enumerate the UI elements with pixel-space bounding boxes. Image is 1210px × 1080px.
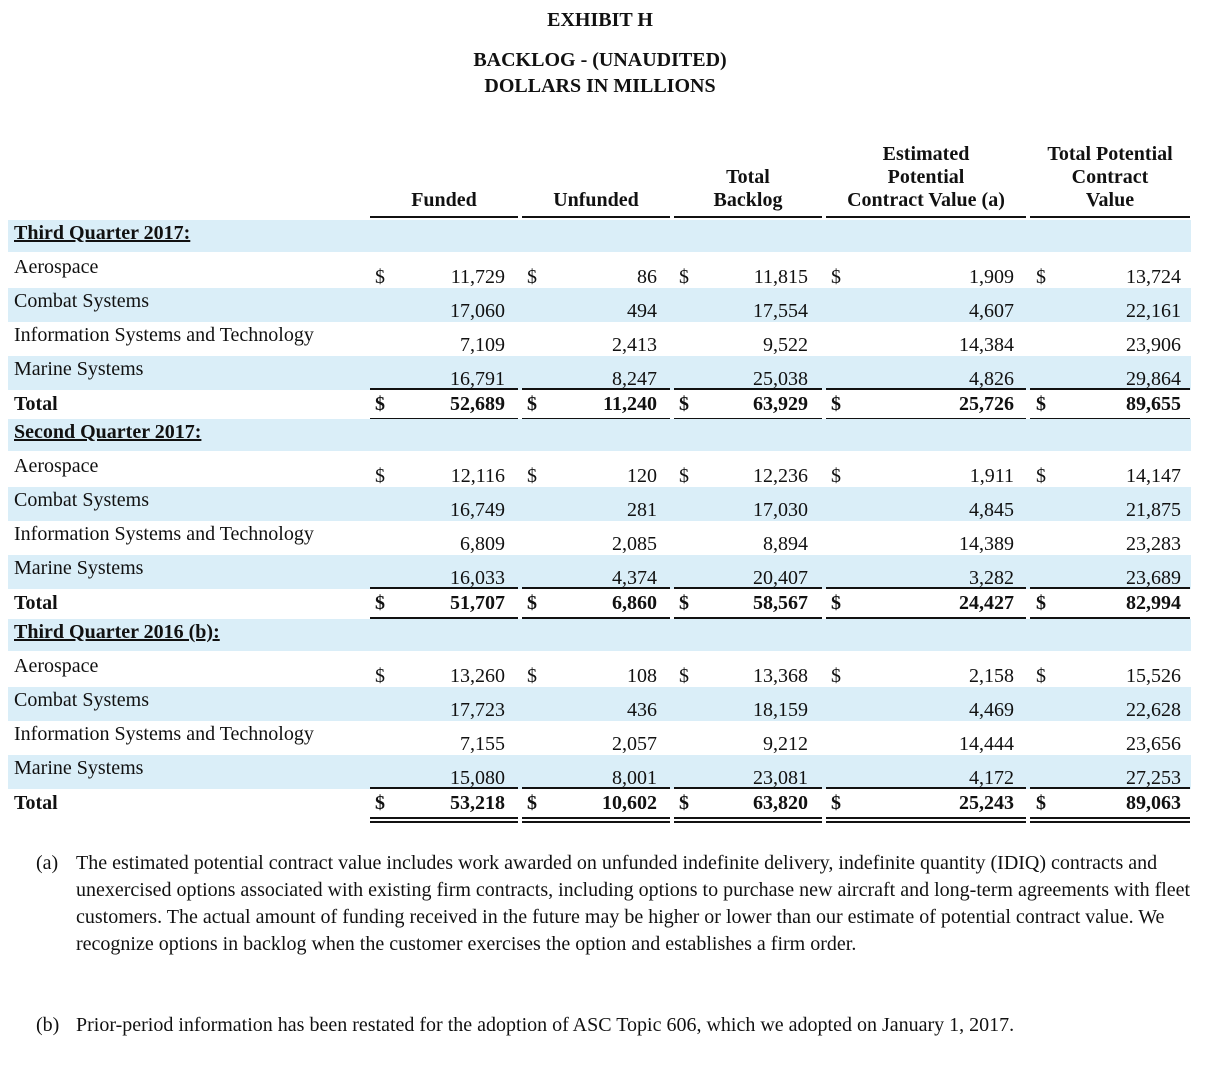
column-header-funded xyxy=(370,189,518,212)
table-row-value-unfunded: 8,247 xyxy=(612,368,657,390)
table-row-value-estimated: 1,911 xyxy=(969,465,1014,487)
total-double-rule xyxy=(674,817,822,819)
table-row-label: Combat Systems xyxy=(14,489,150,511)
currency-symbol: $ xyxy=(1036,266,1046,288)
total-double-rule xyxy=(522,821,670,823)
table-row-value-funded: 17,060 xyxy=(450,300,505,322)
currency-symbol: $ xyxy=(1036,592,1046,614)
total-rule xyxy=(674,787,822,789)
table-row-value-estimated: 4,469 xyxy=(969,699,1014,721)
page-title: BACKLOG - (UNAUDITED) xyxy=(473,49,727,71)
table-row-value-unfunded: 2,057 xyxy=(612,733,657,755)
total-rule xyxy=(522,587,670,589)
currency-symbol: $ xyxy=(679,465,689,487)
total-rule xyxy=(1030,388,1190,390)
table-row-value-total-potential: 23,689 xyxy=(1126,567,1181,589)
total-double-rule xyxy=(674,821,822,823)
total-double-rule xyxy=(370,821,518,823)
total-rule xyxy=(826,388,1026,390)
currency-symbol: $ xyxy=(527,266,537,288)
footnote-marker: (a) xyxy=(36,852,59,874)
table-row-value-funded: 7,109 xyxy=(460,334,505,356)
total-rule xyxy=(1030,587,1190,589)
footnote-marker: (b) xyxy=(36,1014,60,1036)
column-header-total-potential xyxy=(1030,143,1190,212)
column-header-underline xyxy=(1030,216,1190,218)
table-row-value-total-backlog: 20,407 xyxy=(753,567,808,589)
currency-symbol: $ xyxy=(1036,792,1046,814)
total-row-value-total-backlog: 63,929 xyxy=(753,393,808,415)
table-row-value-total-potential: 22,161 xyxy=(1126,300,1181,322)
currency-symbol: $ xyxy=(831,792,841,814)
currency-symbol: $ xyxy=(527,665,537,687)
table-row-value-total-backlog: 18,159 xyxy=(753,699,808,721)
column-header-total-backlog xyxy=(674,166,822,212)
currency-symbol: $ xyxy=(679,665,689,687)
total-rule xyxy=(522,787,670,789)
total-double-rule xyxy=(826,817,1026,819)
table-row-value-total-backlog: 9,212 xyxy=(763,733,808,755)
column-header-line: Contract xyxy=(1071,166,1149,188)
column-header-underline xyxy=(522,216,670,218)
table-row-value-unfunded: 436 xyxy=(627,699,657,721)
currency-symbol: $ xyxy=(679,393,689,415)
section-title: Second Quarter 2017: xyxy=(14,421,202,443)
total-row-value-estimated: 25,243 xyxy=(959,792,1014,814)
table-row-label: Combat Systems xyxy=(14,290,150,312)
total-row-value-funded: 51,707 xyxy=(450,592,505,614)
column-header-unfunded xyxy=(522,189,670,212)
table-row-value-funded: 16,791 xyxy=(450,368,505,390)
table-row-value-funded: 16,033 xyxy=(450,567,505,589)
currency-symbol: $ xyxy=(679,592,689,614)
currency-symbol: $ xyxy=(1036,393,1046,415)
table-row-value-funded: 13,260 xyxy=(450,665,505,687)
total-row-value-unfunded: 11,240 xyxy=(603,393,657,415)
currency-symbol: $ xyxy=(527,592,537,614)
table-row-label: Combat Systems xyxy=(14,689,150,711)
table-row-value-funded: 11,729 xyxy=(450,266,505,288)
total-rule xyxy=(826,587,1026,589)
currency-symbol: $ xyxy=(679,266,689,288)
total-rule xyxy=(522,388,670,390)
column-header-line: Funded xyxy=(411,189,477,211)
page-subtitle: DOLLARS IN MILLIONS xyxy=(484,75,716,97)
total-row-value-funded: 53,218 xyxy=(450,792,505,814)
exhibit-label: EXHIBIT H xyxy=(547,9,653,31)
column-header-line: Backlog xyxy=(713,189,783,211)
table-row-value-estimated: 4,607 xyxy=(969,300,1014,322)
column-header-underline xyxy=(826,216,1026,218)
total-row-value-estimated: 25,726 xyxy=(959,393,1014,415)
currency-symbol: $ xyxy=(831,592,841,614)
table-row-value-total-potential: 23,656 xyxy=(1126,733,1181,755)
table-row-value-funded: 16,749 xyxy=(450,499,505,521)
total-rule xyxy=(370,787,518,789)
table-row-value-total-potential: 21,875 xyxy=(1126,499,1181,521)
currency-symbol: $ xyxy=(831,665,841,687)
table-row-label: Marine Systems xyxy=(14,358,144,380)
total-rule xyxy=(826,787,1026,789)
total-double-rule xyxy=(370,817,518,819)
column-header-line: Value xyxy=(1085,189,1135,211)
currency-symbol: $ xyxy=(375,266,385,288)
currency-symbol: $ xyxy=(679,792,689,814)
total-row-value-total-potential: 89,655 xyxy=(1126,393,1181,415)
total-row-value-funded: 52,689 xyxy=(450,393,505,415)
table-row-value-total-backlog: 9,522 xyxy=(763,334,808,356)
table-row-value-estimated: 14,384 xyxy=(959,334,1014,356)
total-rule xyxy=(1030,787,1190,789)
table-row-value-unfunded: 108 xyxy=(627,665,657,687)
table-row-value-funded: 7,155 xyxy=(460,733,505,755)
currency-symbol: $ xyxy=(1036,465,1046,487)
table-row-value-funded: 12,116 xyxy=(450,465,505,487)
table-row-value-unfunded: 86 xyxy=(637,266,657,288)
table-row-value-unfunded: 494 xyxy=(627,300,657,322)
total-rule xyxy=(674,587,822,589)
table-row-label: Marine Systems xyxy=(14,557,144,579)
total-row-value-unfunded: 6,860 xyxy=(612,592,657,614)
table-row-value-estimated: 14,389 xyxy=(959,533,1014,555)
currency-symbol: $ xyxy=(527,465,537,487)
total-row-label: Total xyxy=(14,393,58,415)
total-double-rule xyxy=(826,821,1026,823)
table-row-value-estimated: 4,845 xyxy=(969,499,1014,521)
total-double-rule xyxy=(1030,817,1190,819)
table-row-value-total-backlog: 11,815 xyxy=(753,266,808,288)
column-header-line: Contract Value (a) xyxy=(847,189,1005,211)
table-row-value-unfunded: 120 xyxy=(627,465,657,487)
table-row-value-unfunded: 2,085 xyxy=(612,533,657,555)
section-title: Third Quarter 2016 (b): xyxy=(14,621,220,643)
table-row-value-estimated: 4,172 xyxy=(969,767,1014,789)
table-row-value-total-potential: 14,147 xyxy=(1126,465,1181,487)
total-row-value-estimated: 24,427 xyxy=(959,592,1014,614)
currency-symbol: $ xyxy=(375,792,385,814)
table-row-value-total-potential: 22,628 xyxy=(1126,699,1181,721)
currency-symbol: $ xyxy=(375,393,385,415)
total-row-label: Total xyxy=(14,592,58,614)
total-double-rule xyxy=(522,817,670,819)
table-row-label: Marine Systems xyxy=(14,757,144,779)
column-header-underline xyxy=(674,216,822,218)
currency-symbol: $ xyxy=(375,465,385,487)
table-row-value-estimated: 3,282 xyxy=(969,567,1014,589)
table-row-value-funded: 17,723 xyxy=(450,699,505,721)
total-rule xyxy=(370,388,518,390)
total-row-label: Total xyxy=(14,792,58,814)
table-row-value-total-potential: 23,906 xyxy=(1126,334,1181,356)
total-row-value-total-backlog: 58,567 xyxy=(753,592,808,614)
table-row-value-total-potential: 23,283 xyxy=(1126,533,1181,555)
table-row-value-funded: 6,809 xyxy=(460,533,505,555)
total-rule xyxy=(370,587,518,589)
table-row-value-total-backlog: 12,236 xyxy=(753,465,808,487)
currency-symbol: $ xyxy=(831,465,841,487)
total-row-value-total-potential: 82,994 xyxy=(1126,592,1181,614)
currency-symbol: $ xyxy=(375,665,385,687)
column-header-line: Unfunded xyxy=(553,189,639,211)
total-row-value-total-backlog: 63,820 xyxy=(753,792,808,814)
table-row-value-unfunded: 8,001 xyxy=(612,767,657,789)
currency-symbol: $ xyxy=(527,393,537,415)
footnote-text: The estimated potential contract value includes work awarded on unfunded indefinite delivery, indefinite quantity (IDIQ) contracts and unexercised options associated with existing firm contracts, including options to purchase new aircraft and long-term agreements with fleet customers. The actual amount of funding received in the future may be higher or lower than our estimate of potential contract value. We recognize options in backlog when the customer exercises the option and establishes a firm order. xyxy=(76,852,1191,955)
table-row-value-estimated: 2,158 xyxy=(969,665,1014,687)
section-title: Third Quarter 2017: xyxy=(14,222,191,244)
table-row-value-total-potential: 29,864 xyxy=(1126,368,1181,390)
table-row-value-total-potential: 27,253 xyxy=(1126,767,1181,789)
column-header-underline xyxy=(370,216,518,218)
column-header-line: Estimated xyxy=(882,143,970,165)
footnote xyxy=(36,850,1201,986)
column-header-line: Total xyxy=(726,166,770,188)
table-row-label: Aerospace xyxy=(14,256,99,278)
column-header-line: Total Potential xyxy=(1047,143,1173,165)
table-row-value-total-backlog: 25,038 xyxy=(753,368,808,390)
table-row-value-total-backlog: 17,554 xyxy=(753,300,808,322)
table-row-value-total-backlog: 17,030 xyxy=(753,499,808,521)
table-row-value-funded: 15,080 xyxy=(450,767,505,789)
table-row-label: Aerospace xyxy=(14,655,99,677)
total-row-value-total-potential: 89,063 xyxy=(1126,792,1181,814)
table-row-label: Information Systems and Technology xyxy=(14,723,314,745)
table-row-value-estimated: 4,826 xyxy=(969,368,1014,390)
currency-symbol: $ xyxy=(1036,665,1046,687)
column-header-line: Potential xyxy=(887,166,965,188)
table-row-label: Aerospace xyxy=(14,455,99,477)
table-row-label: Information Systems and Technology xyxy=(14,523,314,545)
footnote-text: Prior-period information has been restated for the adoption of ASC Topic 606, which we adopted on January 1, 2017. xyxy=(76,1014,1015,1036)
currency-symbol: $ xyxy=(527,792,537,814)
table-row-value-estimated: 1,909 xyxy=(969,266,1014,288)
table-row-value-total-potential: 15,526 xyxy=(1126,665,1181,687)
table-row-value-total-backlog: 13,368 xyxy=(753,665,808,687)
total-row-value-unfunded: 10,602 xyxy=(602,792,657,814)
table-row-label: Information Systems and Technology xyxy=(14,324,314,346)
currency-symbol: $ xyxy=(831,393,841,415)
total-double-rule xyxy=(1030,821,1190,823)
table-row-value-estimated: 14,444 xyxy=(959,733,1014,755)
table-row-value-unfunded: 2,413 xyxy=(612,334,657,356)
table-row-value-total-backlog: 8,894 xyxy=(763,533,808,555)
table-row-value-unfunded: 4,374 xyxy=(612,567,657,589)
total-rule xyxy=(674,388,822,390)
footnote xyxy=(36,1012,1201,1040)
column-header-estimated xyxy=(826,143,1026,212)
table-row-value-total-backlog: 23,081 xyxy=(753,767,808,789)
table-row-value-total-potential: 13,724 xyxy=(1126,266,1181,288)
currency-symbol: $ xyxy=(831,266,841,288)
currency-symbol: $ xyxy=(375,592,385,614)
table-row-value-unfunded: 281 xyxy=(627,499,657,521)
